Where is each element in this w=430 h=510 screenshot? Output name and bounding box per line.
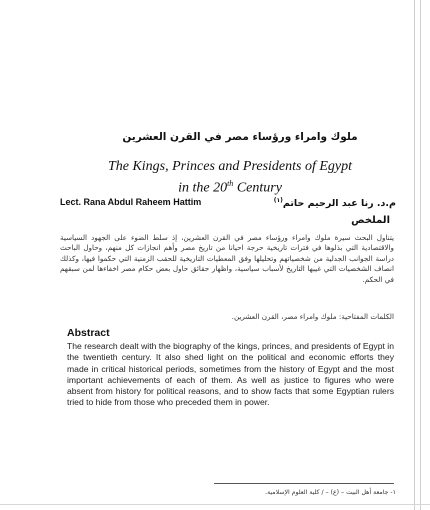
author-arabic-name: م.د. رنا عبد الرحيم حاتم: [282, 198, 396, 210]
author-arabic: [246, 197, 396, 209]
footnote-rule: [214, 483, 394, 484]
abstract-english-body: The research dealt with the biography of the kings, princes, and presidents of Egypt in the twentieth century. It also shed light on the political and economic efforts they made in critical historical periods, sometimes from the history of Egypt and the most important achievements of each of them. As well as justice to figures who were absent from history for political reasons, and to show facts that some Egyptian rulers tried to hide from those who preceded them in power.: [67, 341, 394, 408]
keywords-arabic: الكلمات المفتاحية: ملوك وامراء مصر، القرن العشرين.: [231, 312, 394, 321]
abstract-english-heading: Abstract: [67, 327, 110, 339]
author-footnote-mark: (١): [273, 197, 283, 204]
page-edge-right: [414, 0, 415, 510]
title-arabic: ملوك وامراء ورؤساء مصر في القرن العشرين: [122, 131, 358, 143]
abstract-arabic-body: يتناول البحث سيرة ملوك وامراء ورؤساء مصر في القرن العشرين، إذ سلط الضوء على الجهود السياسية والاقتصادية التي بذلوها في فترات تاريخية حرجة احيانا من تاريخ مصر وأهم انجازات كل منهم، وحاول الباحث دراسة الجوانب الجدلية من شخصياتهم وتحليلها وفق المعطيات التاريخية للحقب الزمنية التي حكموا فيها، وكذلك انصاف الشخصيات التي غيبها التاريخ لأسباب سياسية، واظهار حقائق حاول بعض حكام مصر اخفاءها لمن سبقهم في الحكم.: [60, 233, 394, 284]
title-line2-post: Century: [233, 180, 282, 196]
title-line2-sup: th: [227, 179, 234, 188]
title-line2-pre: in the 20: [178, 180, 228, 196]
title-english: [80, 158, 380, 197]
abstract-arabic-heading: الملخص: [351, 215, 390, 226]
footnote: ١- جامعة أهل البيت – (ع) – / كلية العلوم الإسلامية.: [265, 489, 396, 496]
title-english-line2: [80, 175, 380, 197]
page-edge-bottom: [0, 504, 430, 505]
title-english-line1: The Kings, Princes and Presidents of Egypt: [107, 159, 353, 174]
author-english: Lect. Rana Abdul Raheem Hattim: [60, 197, 202, 207]
